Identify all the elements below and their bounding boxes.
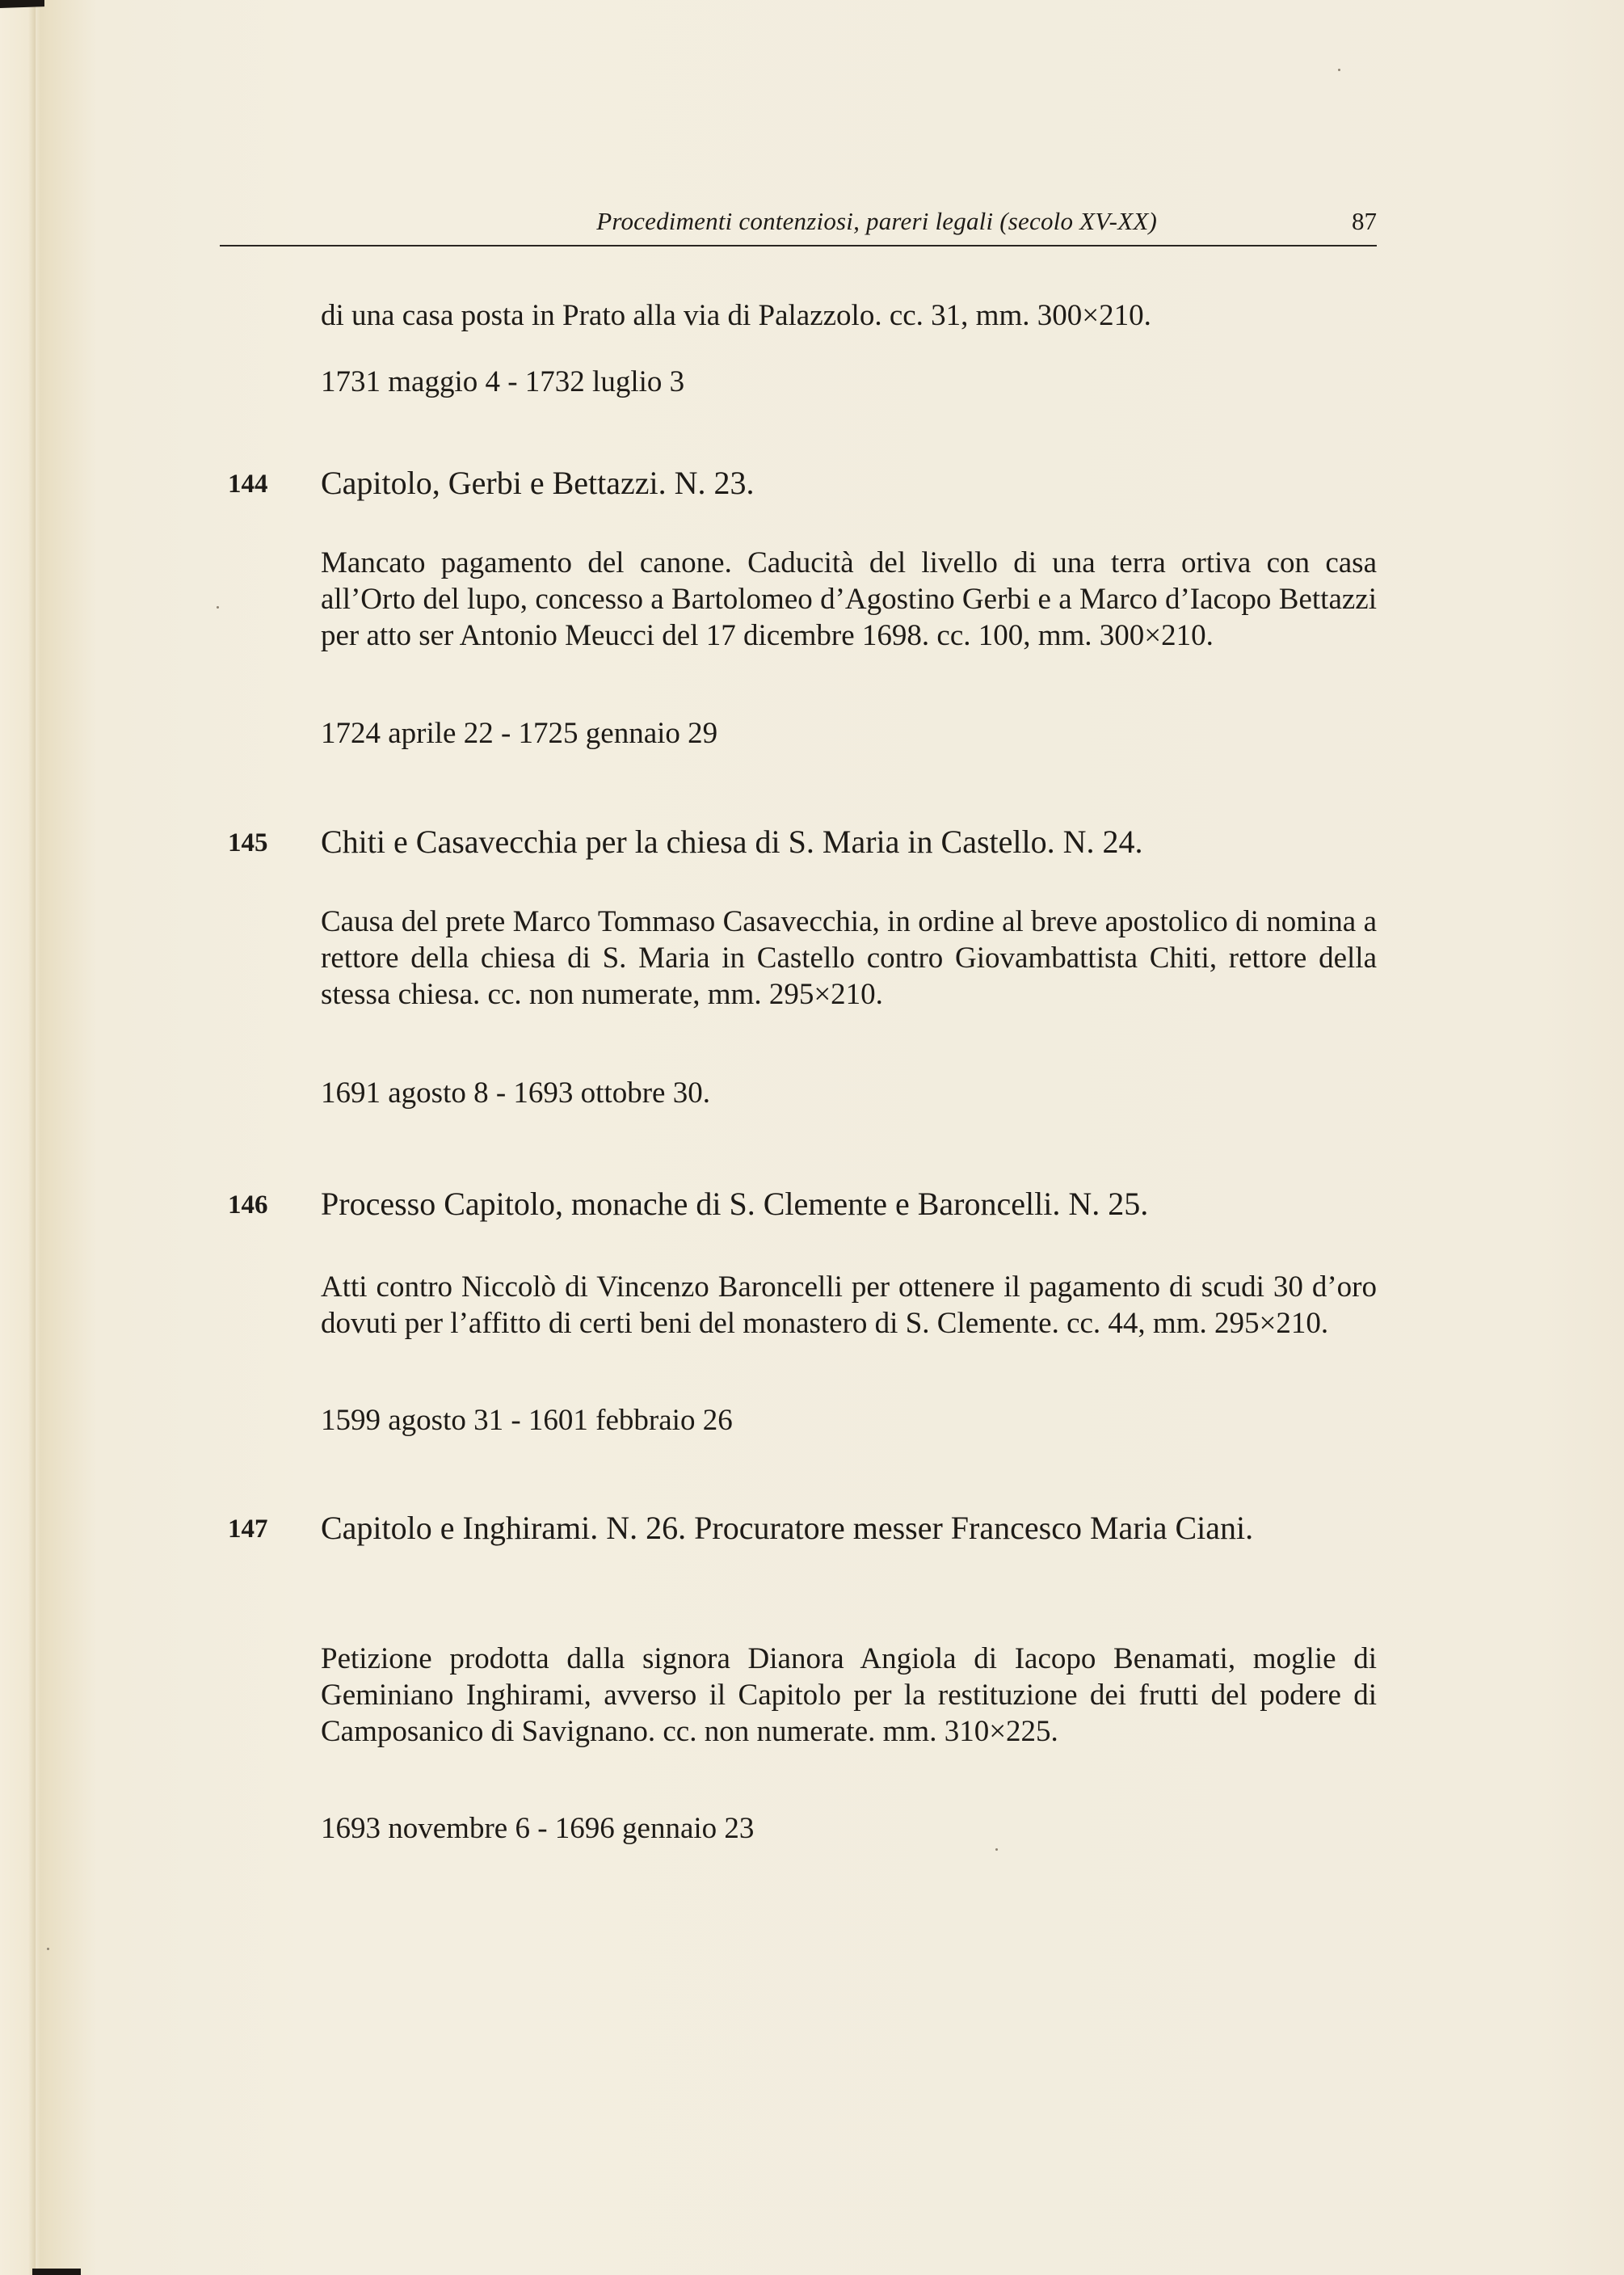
binding-shadow <box>32 2269 81 2275</box>
entry-description: Atti contro Niccolò di Vincenzo Baroncelli per ottenere il pagamento di scudi 30 d’oro dovuti per l’affitto di certi beni del monastero di S. Clemente. cc. 44, mm. 295×210. <box>321 1270 1377 1340</box>
entry-description: Mancato pagamento del canone. Caducità del livello di una terra ortiva con casa all’Orto del lupo, concesso a Bartolomeo d’Agostino Gerbi e a Marco d’Iacopo Bettazzi per atto ser Antonio Meucci del 17 dicembre 1698. cc. 100, mm. 300×210. <box>321 546 1377 652</box>
binding-shadow <box>0 0 44 8</box>
continued-description: di una casa posta in Prato alla via di Palazzolo. cc. 31, mm. 300×210. <box>321 299 1151 332</box>
entry-title: Capitolo, Gerbi e Bettazzi. N. 23. <box>321 465 755 501</box>
entry-date: 1599 agosto 31 - 1601 febbraio 26 <box>321 1404 733 1437</box>
page-fold-edge <box>0 0 36 2275</box>
entry-description: Petizione prodotta dalla signora Dianora Angiola di Iacopo Benamati, moglie di Geminiano Inghirami, avverso il Capitolo per la restituzione dei frutti del podere di Camposanico di Savignano. cc. non numerate. mm. 310×225. <box>321 1642 1377 1748</box>
running-title: Procedimenti contenziosi, pareri legali (secolo XV-XX) <box>596 207 1157 235</box>
entry-title: Processo Capitolo, monache di S. Clemente e Baroncelli. N. 25. <box>321 1186 1149 1222</box>
running-head <box>220 204 1377 244</box>
entry-number: 147 <box>228 1515 268 1544</box>
entry-number: 146 <box>228 1190 268 1220</box>
entry-date: 1693 novembre 6 - 1696 gennaio 23 <box>321 1812 755 1845</box>
continued-date: 1731 maggio 4 - 1732 luglio 3 <box>321 365 685 398</box>
entry-date: 1724 aprile 22 - 1725 gennaio 29 <box>321 717 718 750</box>
paper-speck <box>47 1948 49 1950</box>
paper-speck <box>995 1848 998 1851</box>
header-rule <box>220 245 1377 246</box>
entry-title: Chiti e Casavecchia per la chiesa di S. Maria in Castello. N. 24. <box>321 824 1143 860</box>
paper-speck <box>1338 69 1340 71</box>
entry-number: 144 <box>228 470 268 499</box>
entry-title: Capitolo e Inghirami. N. 26. Procuratore messer Francesco Maria Ciani. <box>321 1510 1254 1546</box>
entry-date: 1691 agosto 8 - 1693 ottobre 30. <box>321 1076 710 1110</box>
entry-description: Causa del prete Marco Tommaso Casavecchia, in ordine al breve apostolico di nomina a rettore della chiesa di S. Maria in Castello contro Giovambattista Chiti, rettore della stessa chiesa. cc. non numerate, mm. 295×210. <box>321 905 1377 1011</box>
paper-speck <box>217 606 219 609</box>
entry-number: 145 <box>228 828 268 857</box>
page-number: 87 <box>1352 207 1377 235</box>
